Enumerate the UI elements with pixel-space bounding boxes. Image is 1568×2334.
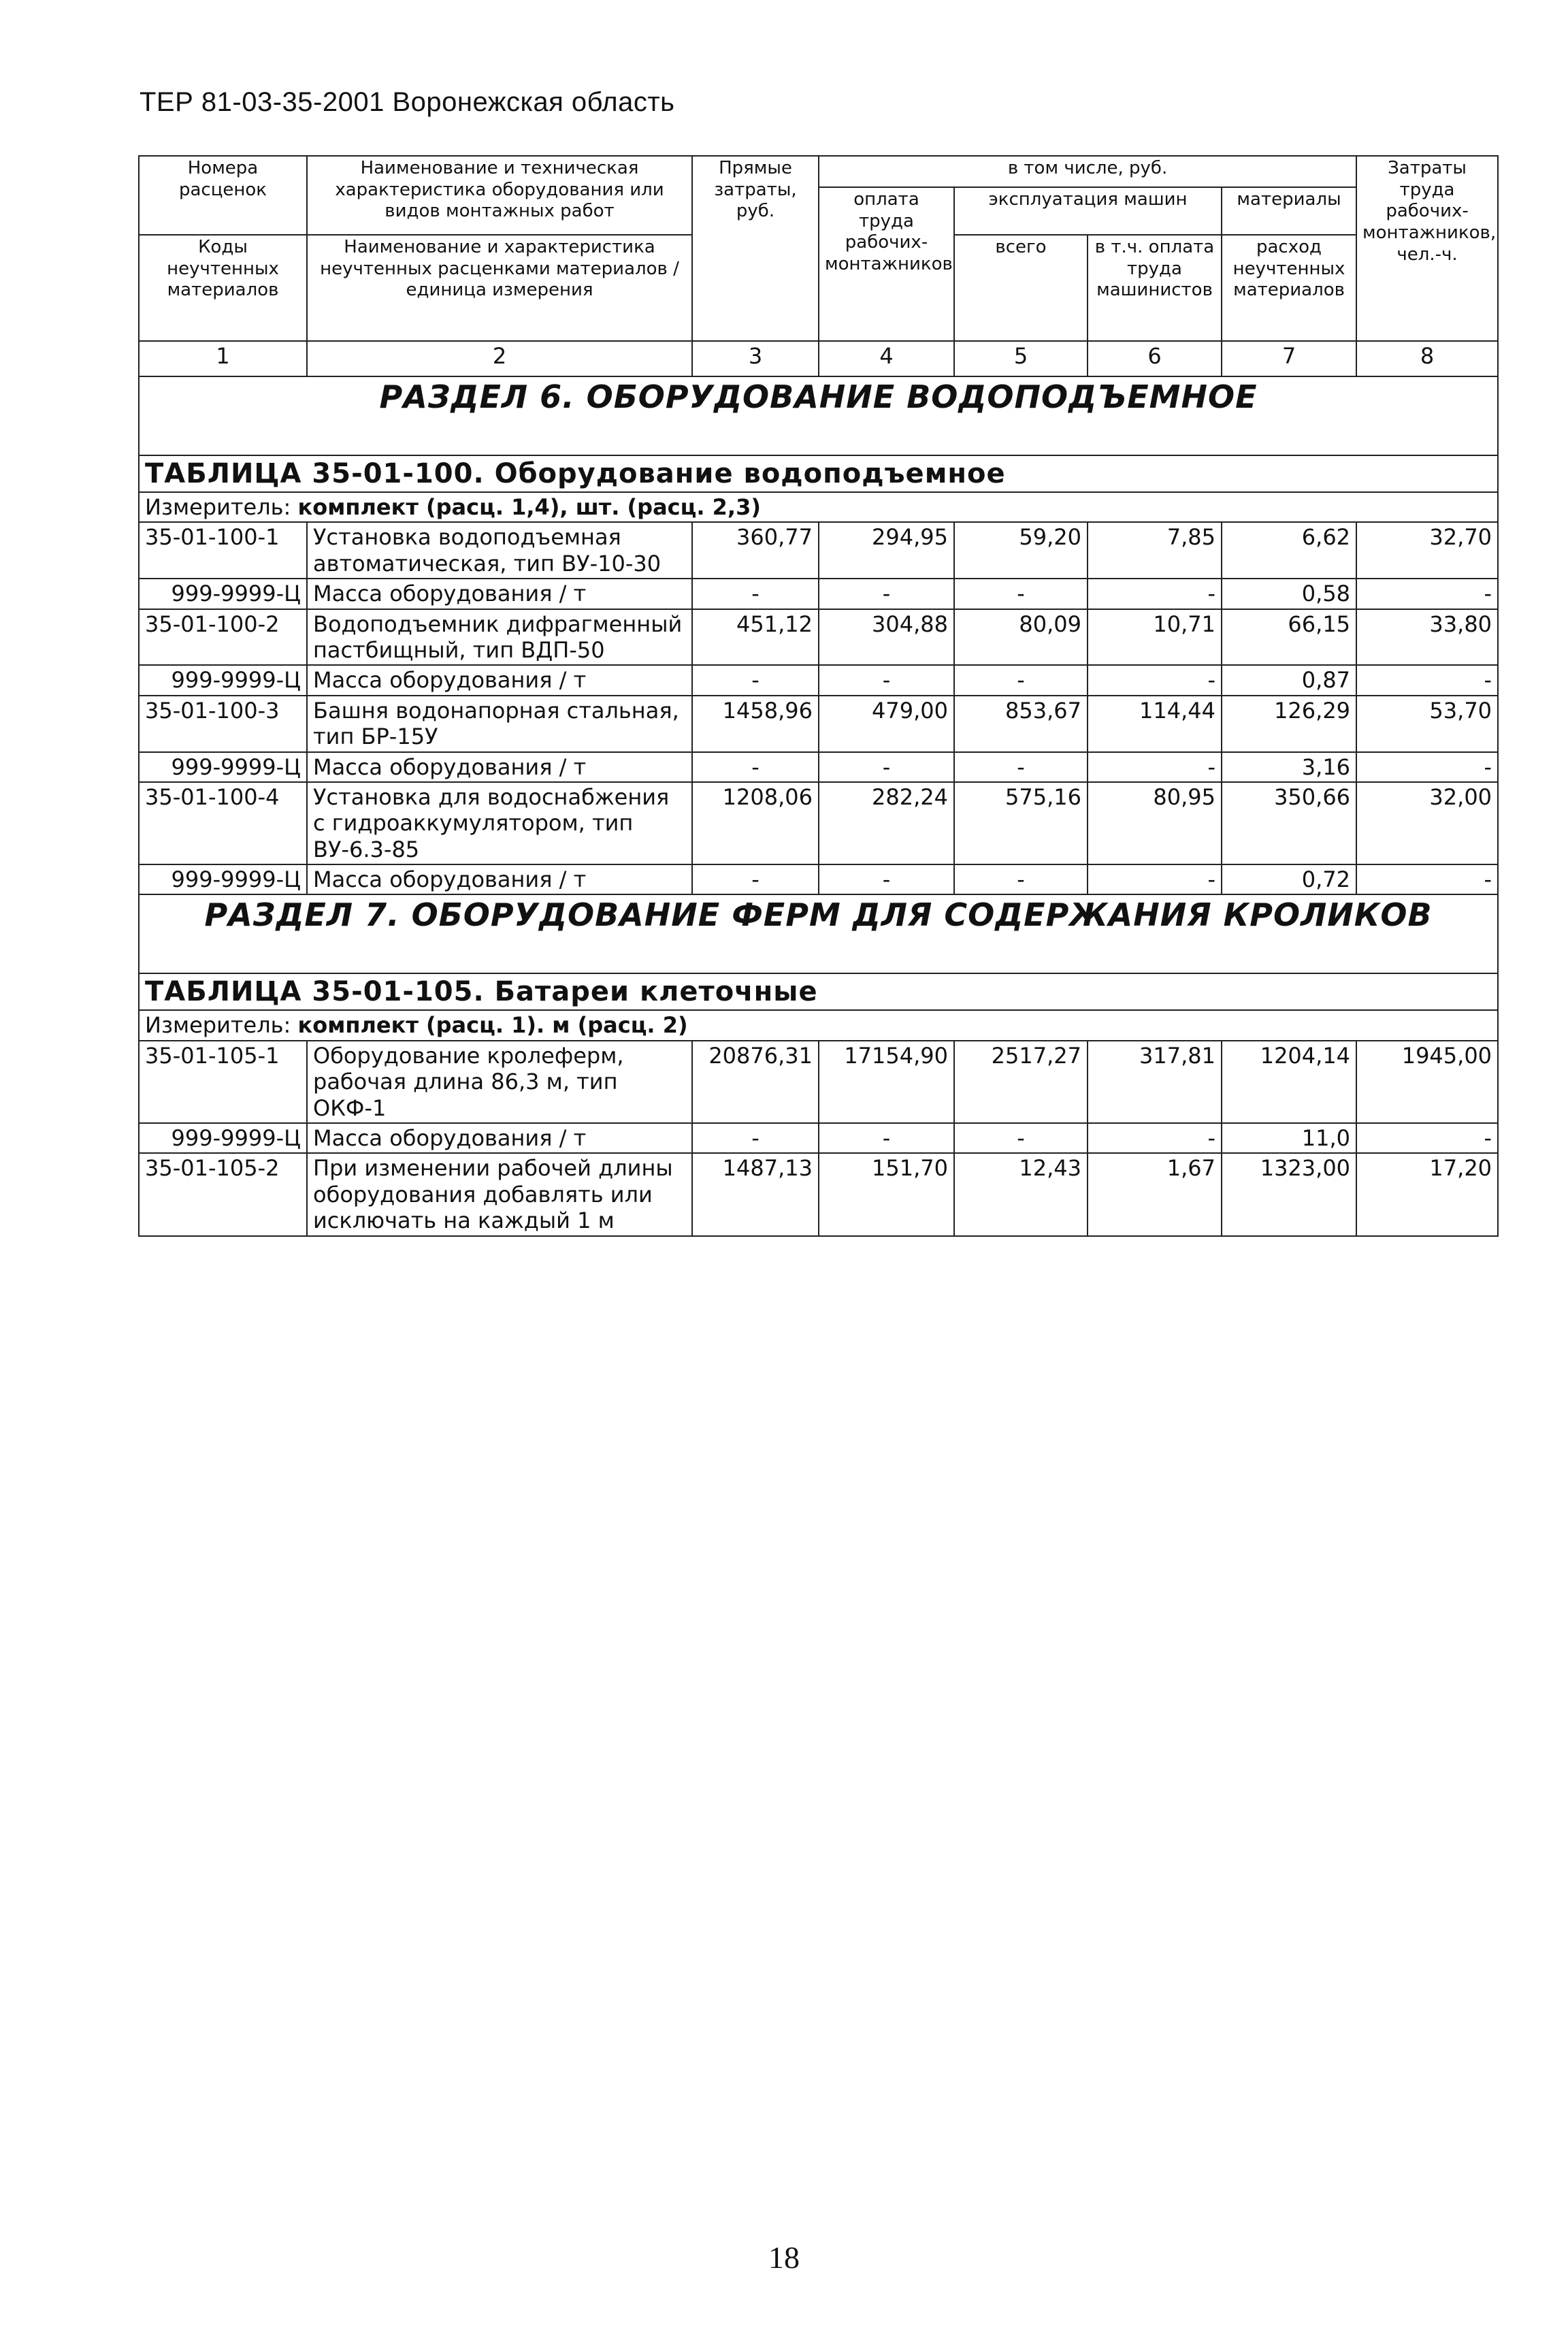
rate-code: 35-01-100-1 bbox=[139, 522, 307, 579]
header-rate-numbers: Номера расценок bbox=[139, 156, 307, 235]
direct-costs: 360,77 bbox=[692, 522, 819, 579]
item-name: Масса оборудования / т bbox=[307, 1123, 692, 1153]
table-title: ТАБЛИЦА 35-01-105. Батареи клеточные bbox=[145, 976, 818, 1008]
labor-costs: 53,70 bbox=[1356, 696, 1498, 752]
direct-costs: - bbox=[692, 1123, 819, 1153]
table-row bbox=[139, 752, 1498, 782]
machinist-pay: - bbox=[1088, 752, 1222, 782]
material-consumption: 1204,14 bbox=[1222, 1041, 1356, 1123]
header-materials: материалы bbox=[1222, 187, 1356, 235]
header-work-name: Наименование и техническая характеристика оборудования или видов монтажных работ bbox=[307, 156, 692, 235]
machinist-pay: 1,67 bbox=[1088, 1153, 1222, 1235]
header-labor-costs: Затраты труда рабочих-монтажников, чел.-ч. bbox=[1356, 156, 1498, 341]
material-consumption: 66,15 bbox=[1222, 609, 1356, 666]
column-numbers-row bbox=[139, 341, 1498, 376]
worker-pay: - bbox=[819, 752, 954, 782]
column-number: 4 bbox=[819, 341, 954, 376]
meter-line bbox=[139, 492, 1498, 522]
item-name: Масса оборудования / т bbox=[307, 665, 692, 695]
machinist-pay: - bbox=[1088, 665, 1222, 695]
header-worker-pay: оплата труда рабочих-монтажников bbox=[819, 187, 954, 341]
table-row bbox=[139, 609, 1498, 666]
material-consumption: 126,29 bbox=[1222, 696, 1356, 752]
machinist-pay: - bbox=[1088, 1123, 1222, 1153]
labor-costs: - bbox=[1356, 864, 1498, 894]
rate-code: 35-01-105-1 bbox=[139, 1041, 307, 1123]
item-name: Масса оборудования / т bbox=[307, 752, 692, 782]
material-consumption: 0,87 bbox=[1222, 665, 1356, 695]
direct-costs: - bbox=[692, 665, 819, 695]
item-name: Масса оборудования / т bbox=[307, 864, 692, 894]
worker-pay: - bbox=[819, 864, 954, 894]
machines-total: - bbox=[954, 579, 1088, 609]
machinist-pay: - bbox=[1088, 864, 1222, 894]
direct-costs: - bbox=[692, 579, 819, 609]
labor-costs: - bbox=[1356, 665, 1498, 695]
material-code: 999-9999-Ц bbox=[139, 665, 307, 695]
page-number: 18 bbox=[768, 2240, 800, 2275]
material-code: 999-9999-Ц bbox=[139, 752, 307, 782]
item-name: Установка водоподъемная автоматическая, тип ВУ-10-30 bbox=[307, 522, 692, 579]
direct-costs: - bbox=[692, 864, 819, 894]
header-machinist-pay: в т.ч. оплата труда машинистов bbox=[1088, 235, 1222, 341]
machines-total: - bbox=[954, 665, 1088, 695]
header-machines-total: всего bbox=[954, 235, 1088, 341]
material-consumption: 350,66 bbox=[1222, 782, 1356, 864]
meter-label: Измеритель: bbox=[145, 1012, 291, 1039]
page-header: ТЕР 81-03-35-2001 Воронежская область bbox=[140, 87, 675, 117]
column-number: 3 bbox=[692, 341, 819, 376]
header-direct-costs: Прямые затраты, руб. bbox=[692, 156, 819, 341]
worker-pay: 17154,90 bbox=[819, 1041, 954, 1123]
table-row bbox=[139, 864, 1498, 894]
machinist-pay: 10,71 bbox=[1088, 609, 1222, 666]
direct-costs: - bbox=[692, 752, 819, 782]
machines-total: - bbox=[954, 1123, 1088, 1153]
worker-pay: 282,24 bbox=[819, 782, 954, 864]
meter-line bbox=[139, 1010, 1498, 1040]
machinist-pay: 80,95 bbox=[1088, 782, 1222, 864]
worker-pay: - bbox=[819, 579, 954, 609]
item-name: При изменении рабочей длины оборудования добавлять или исключать на каждый 1 м bbox=[307, 1153, 692, 1235]
machines-total: 2517,27 bbox=[954, 1041, 1088, 1123]
worker-pay: - bbox=[819, 665, 954, 695]
table-row bbox=[139, 579, 1498, 609]
material-consumption: 6,62 bbox=[1222, 522, 1356, 579]
material-consumption: 1323,00 bbox=[1222, 1153, 1356, 1235]
material-consumption: 11,0 bbox=[1222, 1123, 1356, 1153]
header-in-total: в том числе, руб. bbox=[819, 156, 1356, 187]
material-consumption: 0,58 bbox=[1222, 579, 1356, 609]
machines-total: 575,16 bbox=[954, 782, 1088, 864]
section-title: РАЗДЕЛ 6. ОБОРУДОВАНИЕ ВОДОПОДЪЕМНОЕ bbox=[139, 376, 1498, 455]
table-row bbox=[139, 696, 1498, 752]
table-row bbox=[139, 522, 1498, 579]
table-row bbox=[139, 782, 1498, 864]
machines-total: 80,09 bbox=[954, 609, 1088, 666]
machines-total: 12,43 bbox=[954, 1153, 1088, 1235]
worker-pay: 294,95 bbox=[819, 522, 954, 579]
column-number: 8 bbox=[1356, 341, 1498, 376]
rate-code: 35-01-105-2 bbox=[139, 1153, 307, 1235]
material-code: 999-9999-Ц bbox=[139, 864, 307, 894]
worker-pay: - bbox=[819, 1123, 954, 1153]
item-name: Установка для водоснабжения с гидроаккумулятором, тип ВУ-6.3-85 bbox=[307, 782, 692, 864]
header-machines: эксплуатация машин bbox=[954, 187, 1222, 235]
column-number: 7 bbox=[1222, 341, 1356, 376]
worker-pay: 479,00 bbox=[819, 696, 954, 752]
item-name: Водоподъемник дифрагменный пастбищный, тип ВДП-50 bbox=[307, 609, 692, 666]
machines-total: - bbox=[954, 752, 1088, 782]
labor-costs: 32,00 bbox=[1356, 782, 1498, 864]
table-row bbox=[139, 665, 1498, 695]
header-material-name: Наименование и характеристика неучтенных расценками материалов / единица измерения bbox=[307, 235, 692, 341]
machines-total: 59,20 bbox=[954, 522, 1088, 579]
table-row bbox=[139, 1123, 1498, 1153]
meter-label: Измеритель: bbox=[145, 494, 291, 520]
column-number: 5 bbox=[954, 341, 1088, 376]
header-material-consumption: расход неучтенных материалов bbox=[1222, 235, 1356, 341]
labor-costs: - bbox=[1356, 752, 1498, 782]
item-name: Масса оборудования / т bbox=[307, 579, 692, 609]
material-consumption: 0,72 bbox=[1222, 864, 1356, 894]
labor-costs: 17,20 bbox=[1356, 1153, 1498, 1235]
machines-total: - bbox=[954, 864, 1088, 894]
labor-costs: 1945,00 bbox=[1356, 1041, 1498, 1123]
item-name: Башня водонапорная стальная, тип БР-15У bbox=[307, 696, 692, 752]
direct-costs: 20876,31 bbox=[692, 1041, 819, 1123]
machinist-pay: - bbox=[1088, 579, 1222, 609]
column-number: 6 bbox=[1088, 341, 1222, 376]
direct-costs: 1458,96 bbox=[692, 696, 819, 752]
worker-pay: 151,70 bbox=[819, 1153, 954, 1235]
machines-total: 853,67 bbox=[954, 696, 1088, 752]
rate-code: 35-01-100-3 bbox=[139, 696, 307, 752]
labor-costs: - bbox=[1356, 1123, 1498, 1153]
labor-costs: 33,80 bbox=[1356, 609, 1498, 666]
machinist-pay: 7,85 bbox=[1088, 522, 1222, 579]
direct-costs: 1487,13 bbox=[692, 1153, 819, 1235]
material-code: 999-9999-Ц bbox=[139, 1123, 307, 1153]
rate-code: 35-01-100-4 bbox=[139, 782, 307, 864]
worker-pay: 304,88 bbox=[819, 609, 954, 666]
table-row bbox=[139, 1153, 1498, 1235]
table-title: ТАБЛИЦА 35-01-100. Оборудование водоподъемное bbox=[145, 458, 1006, 489]
material-consumption: 3,16 bbox=[1222, 752, 1356, 782]
direct-costs: 451,12 bbox=[692, 609, 819, 666]
column-number: 1 bbox=[139, 341, 307, 376]
meter-value: комплект (расц. 1,4), шт. (расц. 2,3) bbox=[297, 494, 761, 520]
labor-costs: - bbox=[1356, 579, 1498, 609]
machinist-pay: 317,81 bbox=[1088, 1041, 1222, 1123]
rate-code: 35-01-100-2 bbox=[139, 609, 307, 666]
item-name: Оборудование кролеферм, рабочая длина 86,3 м, тип ОКФ-1 bbox=[307, 1041, 692, 1123]
rates-table bbox=[138, 155, 1499, 1237]
direct-costs: 1208,06 bbox=[692, 782, 819, 864]
table-row bbox=[139, 1041, 1498, 1123]
labor-costs: 32,70 bbox=[1356, 522, 1498, 579]
machinist-pay: 114,44 bbox=[1088, 696, 1222, 752]
column-number: 2 bbox=[307, 341, 692, 376]
header-material-codes: Коды неучтенных материалов bbox=[139, 235, 307, 341]
section-title: РАЗДЕЛ 7. ОБОРУДОВАНИЕ ФЕРМ ДЛЯ СОДЕРЖАНИЯ КРОЛИКОВ bbox=[139, 894, 1498, 973]
material-code: 999-9999-Ц bbox=[139, 579, 307, 609]
meter-value: комплект (расц. 1). м (расц. 2) bbox=[297, 1012, 688, 1039]
